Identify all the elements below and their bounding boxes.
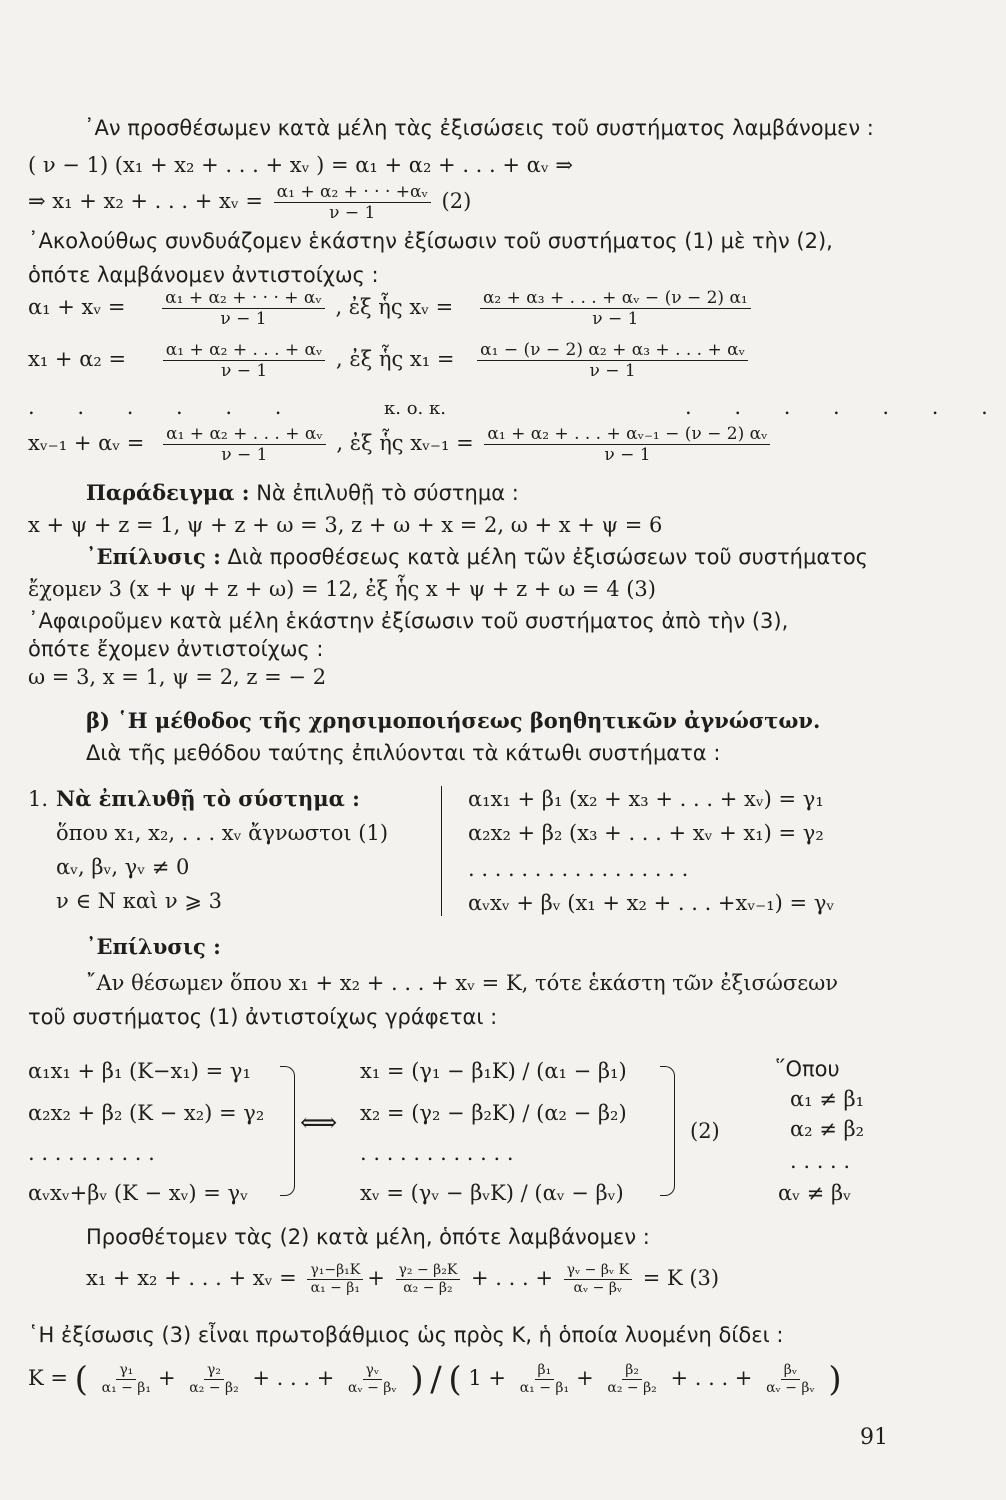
fraction-numerator: α₁ + α₂ + . . . + αᵥ₋₁ − (ν − 2) αᵥ <box>484 424 770 445</box>
problem-condition: ν ∈ N καὶ ν ⩾ 3 <box>56 889 223 913</box>
ellipsis-row: . . . . . . <box>28 395 300 419</box>
problem-number: 1. <box>28 787 49 811</box>
vertical-divider <box>441 786 442 916</box>
text-line: ὁπότε λαμβάνομεν ἀντιστοίχως : <box>28 263 379 287</box>
solution-equation: x₂ = (γ₂ − β₂K) / (α₂ − β₂) <box>360 1101 627 1125</box>
fraction-denominator: ν − 1 <box>221 445 268 465</box>
equation-lhs: K = <box>28 1366 68 1390</box>
example-line <box>86 480 519 506</box>
problem-title: Νὰ ἐπιλυθῇ τὸ σύστημα : <box>56 786 360 811</box>
text-line: ῎Αν θέσωμεν ὅπου x₁ + x₂ + . . . + xᵥ = K, τότε ἑκάστη τῶν ἐξισώσεων <box>86 971 839 995</box>
fraction-denominator: α₁ − β₁ <box>519 1380 570 1396</box>
condition: α₂ ≠ β₂ <box>790 1117 865 1141</box>
fraction-denominator: α₁ − β₁ <box>101 1380 152 1396</box>
equation-text: , ἐξ ἧς x₁ = <box>336 347 455 371</box>
fraction <box>480 288 751 329</box>
equation-label: (2) <box>690 1119 720 1143</box>
system-equation: α₁x₁ + β₁ (x₂ + x₃ + . . . + xᵥ) = γ₁ <box>468 787 824 811</box>
right-brace <box>280 1066 295 1196</box>
fraction-numerator: γ₁−β₁K <box>307 1262 363 1280</box>
division-slash: / <box>430 1359 442 1400</box>
condition: α₁ ≠ β₁ <box>790 1087 865 1111</box>
fraction-numerator: γ₁ <box>116 1362 136 1380</box>
fraction-numerator: β₂ <box>622 1362 642 1380</box>
section-heading: β) ῾Η μέθοδος τῆς χρησιμοποιήσεως βοηθητικῶν ἀγνώστων. <box>86 708 821 733</box>
equation-rhs: = K (3) <box>642 1266 720 1290</box>
fraction-numerator: α₁ + α₂ + · · · +αᵥ <box>274 182 431 203</box>
fraction-numerator: β₁ <box>535 1362 555 1380</box>
example-text: Νὰ ἐπιλυθῇ τὸ σύστημα : <box>256 481 519 505</box>
fraction <box>604 1362 659 1397</box>
fraction <box>274 182 431 223</box>
k-equation: K = ( $\frac{\text{γ₁}}{\text{α₁ − β₁}}$ + $\frac{\text{γ₂}}{\text{α₂ − β₂}}$ + . . . + $\frac{\text{γᵥ}}{\text{αᵥ − βᵥ}}$ ) / ( 1 + $\frac{\text{β₁}}{\text{α₁ − β₁}}$ + $\frac{\text{β₂}}{\text{α₂ − β₂}}$ + . . . + $\frac{\text{βᵥ}}{\text{αᵥ − βᵥ}}$ ) <box>28 1359 842 1400</box>
equation-row-1 <box>28 288 755 329</box>
text-line: τοῦ συστήματος (1) ἀντιστοίχως γράφεται : <box>28 1005 498 1029</box>
fraction <box>477 340 748 381</box>
fraction-denominator: αᵥ − βᵥ <box>573 1280 623 1296</box>
fraction <box>186 1362 241 1397</box>
equation-text: + . . . + <box>670 1366 753 1390</box>
solution-equation: x₁ = (γ₁ − β₁K) / (α₁ − β₁) <box>360 1059 627 1083</box>
solution-values: ω = 3, x = 1, ψ = 2, z = − 2 <box>28 665 327 689</box>
fraction <box>396 1262 461 1297</box>
equation-2 <box>28 182 471 223</box>
system-equation: α₂x₂ + β₂ (K − x₂) = γ₂ <box>28 1101 265 1125</box>
fraction <box>484 424 770 465</box>
condition: . . . . . <box>790 1149 851 1173</box>
fraction <box>163 340 326 381</box>
fraction-numerator: βᵥ <box>781 1362 800 1380</box>
fraction-numerator: γ₂ − β₂K <box>396 1262 461 1280</box>
system-equation: . . . . . . . . . . <box>28 1141 155 1165</box>
fraction-numerator: α₁ + α₂ + . . . + αᵥ <box>163 424 326 445</box>
solution-label: ᾿Επίλυσις : <box>86 544 221 569</box>
equation-text: + . . . + <box>252 1366 335 1390</box>
equation-lhs: ⇒ x₁ + x₂ + . . . + xᵥ = <box>28 189 263 213</box>
fraction-numerator: α₁ + α₂ + . . . + αᵥ <box>163 340 326 361</box>
kok-label: κ. ο. κ. <box>384 398 446 419</box>
text-line: ἔχομεν 3 (x + ψ + z + ω) = 12, ἐξ ἧς x + ψ + z + ω = 4 (3) <box>28 577 656 601</box>
fraction-denominator: ν − 1 <box>220 361 268 381</box>
fraction-numerator: γᵥ − βᵥ K <box>564 1262 632 1280</box>
system-equation: α₁x₁ + β₁ (K−x₁) = γ₁ <box>28 1059 251 1083</box>
fraction-denominator: αᵥ − βᵥ <box>348 1380 397 1396</box>
fraction-denominator: ν − 1 <box>329 203 376 223</box>
equation-row-2 <box>28 340 752 381</box>
fraction <box>99 1362 154 1397</box>
fraction-denominator: α₁ − β₁ <box>310 1280 361 1296</box>
text-line: Προσθέτομεν τὰς (2) κατὰ μέλη, ὁπότε λαμβάνομεν : <box>86 1225 650 1249</box>
fraction <box>517 1362 572 1397</box>
solution-equation: xᵥ = (γᵥ − βᵥK) / (αᵥ − βᵥ) <box>360 1181 624 1205</box>
equation-text: + . . . + <box>471 1266 553 1290</box>
right-brace <box>660 1066 675 1196</box>
solution-line <box>86 544 868 570</box>
condition-heading: ῞Οπου <box>775 1057 840 1081</box>
problem-condition: αᵥ, βᵥ, γᵥ ≠ 0 <box>56 855 190 879</box>
equation-label: (2) <box>441 189 472 213</box>
iff-arrow: ⟺ <box>300 1108 338 1138</box>
equation: ( ν − 1) (x₁ + x₂ + . . . + xᵥ ) = α₁ + α₂ + . . . + αᵥ ⇒ <box>28 153 573 177</box>
page-number: 91 <box>860 1425 888 1450</box>
solution-text: Διὰ προσθέσεως κατὰ μέλη τῶν ἐξισώσεων τοῦ συστήματος <box>227 545 869 569</box>
fraction <box>307 1262 363 1297</box>
text-line: Διὰ τῆς μεθόδου ταύτης ἐπιλύονται τὰ κάτωθι συστήματα : <box>86 741 721 765</box>
fraction <box>163 424 326 465</box>
equation-lhs: x₁ + x₂ + . . . + xᵥ = <box>86 1266 297 1290</box>
fraction-numerator: γ₂ <box>204 1362 224 1380</box>
equation-text: 1 + <box>468 1366 507 1390</box>
fraction <box>162 288 325 329</box>
fraction-denominator: α₂ − β₂ <box>607 1380 657 1396</box>
fraction-denominator: αᵥ − βᵥ <box>766 1380 815 1396</box>
problem-condition: ὅπου x₁, x₂, . . . xᵥ ἄγνωστοι (1) <box>56 821 389 845</box>
fraction-denominator: ν − 1 <box>592 309 639 329</box>
text-line: ᾿Αν προσθέσωμεν κατὰ μέλη τὰς ἐξισώσεις τοῦ συστήματος λαμβάνομεν : <box>84 116 874 140</box>
text-line: ᾿Αφαιροῦμεν κατὰ μέλη ἑκάστην ἐξίσωσιν τοῦ συστήματος ἀπὸ τὴν (3), <box>28 609 789 633</box>
system-equation: αᵥxᵥ+βᵥ (K − xᵥ) = γᵥ <box>28 1181 248 1205</box>
fraction-numerator: α₂ + α₃ + . . . + αᵥ − (ν − 2) α₁ <box>480 288 751 309</box>
fraction-denominator: α₂ − β₂ <box>189 1380 239 1396</box>
system-equation: αᵥxᵥ + βᵥ (x₁ + x₂ + . . . +xᵥ₋₁) = γᵥ <box>468 891 835 915</box>
system-equation: α₂x₂ + β₂ (x₃ + . . . + xᵥ + x₁) = γ₂ <box>468 821 824 845</box>
equation-lhs: α₁ + xᵥ = <box>28 295 126 319</box>
text-line: ὁπότε ἔχομεν ἀντιστοίχως : <box>28 637 324 661</box>
solution-equation: . . . . . . . . . . . . <box>360 1141 514 1165</box>
equation-lhs: xᵥ₋₁ + αᵥ = <box>28 431 145 455</box>
text-line: ῾Η ἐξίσωσις (3) εἶναι πρωτοβάθμιος ὡς πρὸς K, ἡ ὁποία λυομένη δίδει : <box>28 1323 784 1347</box>
example-system: x + ψ + z = 1, ψ + z + ω = 3, z + ω + x = 2, ω + x + ψ = 6 <box>28 513 663 537</box>
fraction-denominator: α₂ − β₂ <box>403 1280 453 1296</box>
fraction-numerator: α₁ + α₂ + · · · + αᵥ <box>162 288 325 309</box>
condition: αᵥ ≠ βᵥ <box>778 1181 851 1205</box>
text-line: ᾿Ακολούθως συνδυάζομεν ἑκάστην ἐξίσωσιν τοῦ συστήματος (1) μὲ τὴν (2), <box>28 229 833 253</box>
system-equation: . . . . . . . . . . . . . . . . . <box>468 857 689 881</box>
fraction <box>763 1362 818 1397</box>
equation-row-3 <box>28 424 774 465</box>
fraction <box>345 1362 400 1397</box>
equation-text: , ἐξ ἧς xᵥ₋₁ = <box>336 431 474 455</box>
fraction <box>564 1262 632 1297</box>
example-label: Παράδειγμα : <box>86 480 250 505</box>
equation-lhs: x₁ + α₂ = <box>28 347 127 371</box>
sum-equation: x₁ + x₂ + . . . + xᵥ = $\frac{\text{γ₁−β₁K}}{\text{α₁ − β₁}}$ + $\frac{\text{γ₂ − β₂K}}{\text{α₂ − β₂}}$ + . . . + $\frac{\text{γᵥ − βᵥ K}}{\text{αᵥ − βᵥ}}$ = K (3) <box>86 1262 720 1296</box>
fraction-denominator: ν − 1 <box>604 445 651 465</box>
fraction-numerator: γᵥ <box>363 1362 383 1380</box>
equation-text: , ἐξ ἧς xᵥ = <box>335 295 454 319</box>
ellipsis-row: . . . . . . . <box>685 395 1006 419</box>
fraction-denominator: ν − 1 <box>589 361 636 381</box>
fraction-denominator: ν − 1 <box>220 309 267 329</box>
solution-label: ᾿Επίλυσις : <box>86 934 221 959</box>
fraction-numerator: α₁ − (ν − 2) α₂ + α₃ + . . . + αᵥ <box>477 340 748 361</box>
